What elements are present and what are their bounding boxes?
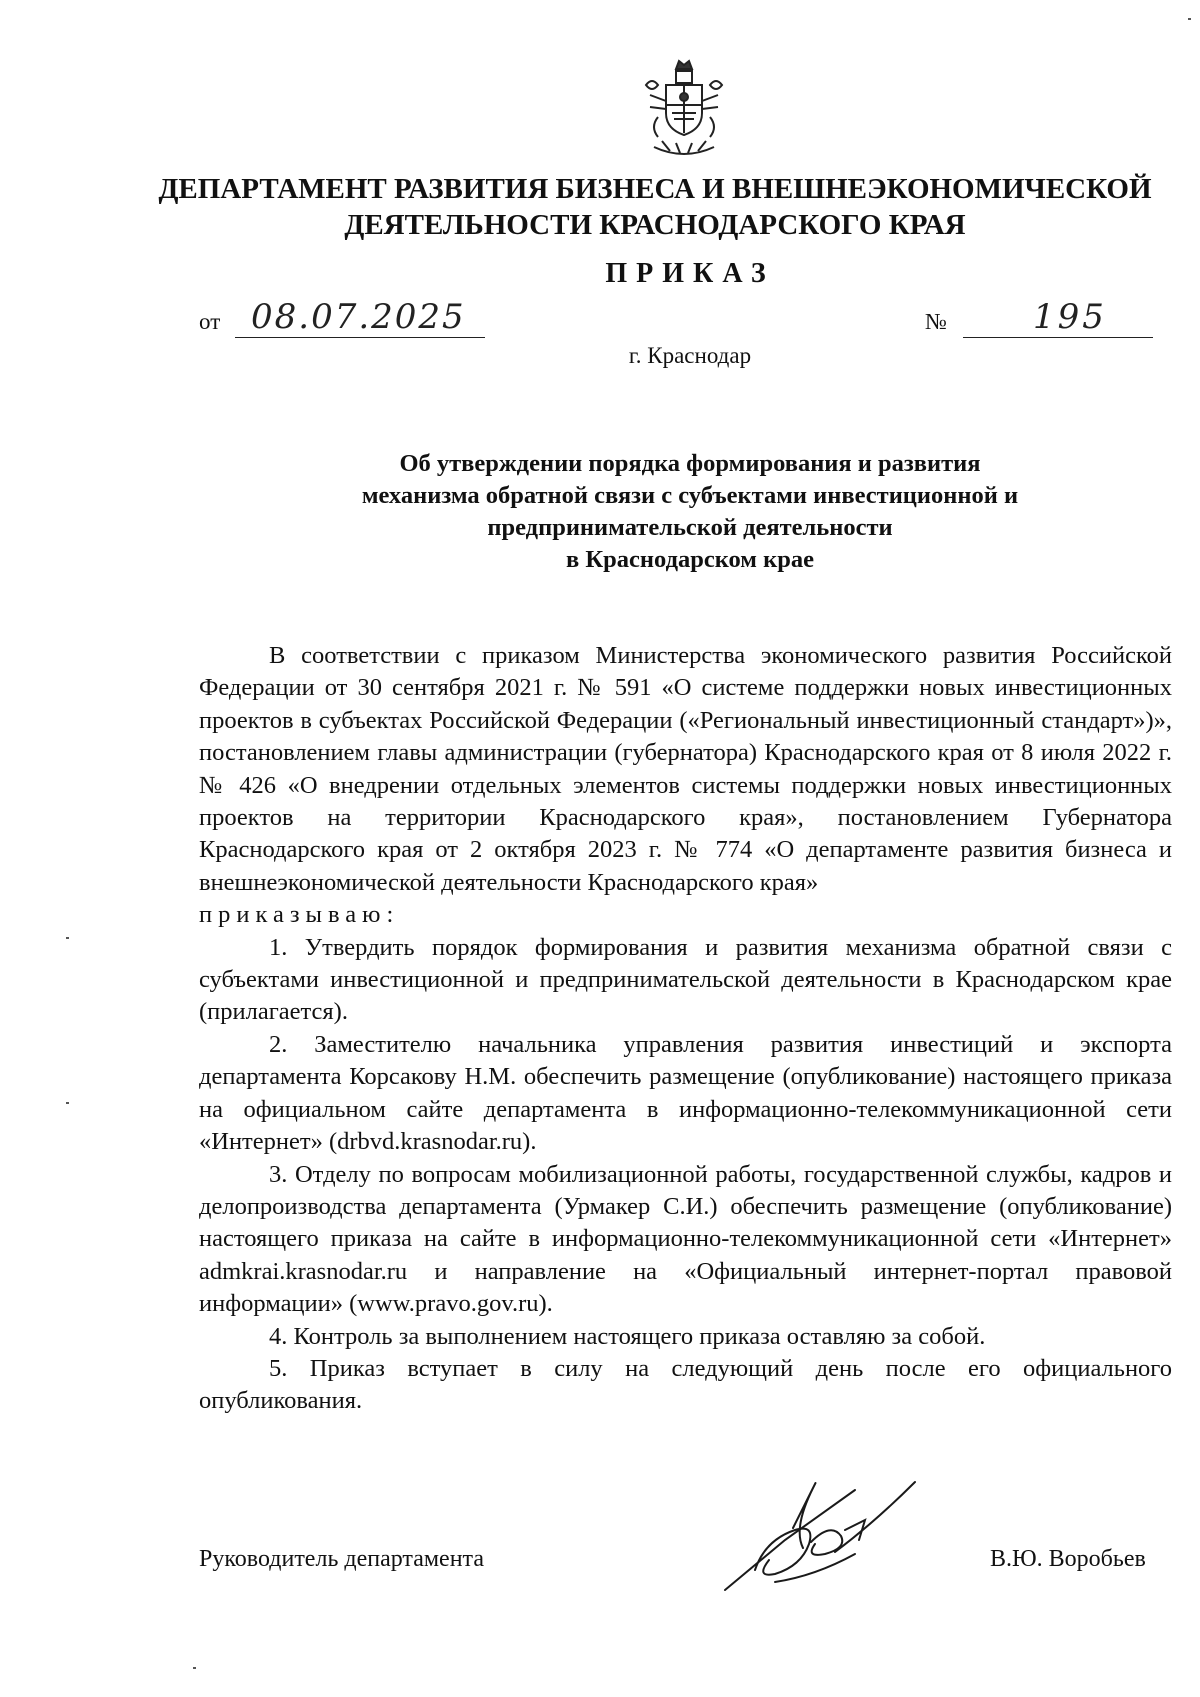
department-name-line1: ДЕПАРТАМЕНТ РАЗВИТИЯ БИЗНЕСА И ВНЕШНЕЭКОНОМИЧЕСКОЙ <box>158 173 1152 205</box>
title-line: предпринимательской деятельности <box>487 514 893 541</box>
intro-paragraph: В соответствии с приказом Министерства экономического развития Российской Федерации от 30 сентября 2021 г. № 591 «О системе поддержки новых инвестиционных проектов в субъектах Российской Федерации («Региональный инвестиционный стандарт»)», постановлением главы администрации (губернатора) Краснодарского края от 8 июля 2022 г. № 426 «О внедрении отдельных элементов системы поддержки новых инвестиционных проектов на территории Краснодарского края», постановлением Губернатора Краснодарского края от 2 октября 2023 г. № 774 «О департаменте развития бизнеса и внешнеэкономической деятельности Краснодарского края» <box>199 642 1172 896</box>
scan-speck <box>66 1102 69 1104</box>
date-value: 08.07.2025 <box>235 297 485 338</box>
department-name-line2: ДЕЯТЕЛЬНОСТИ КРАСНОДАРСКОГО КРАЯ <box>344 209 966 241</box>
date-prefix: от <box>199 309 221 334</box>
order-word: приказываю: <box>199 901 400 929</box>
title-line: Об утверждении порядка формирования и развития <box>399 450 981 477</box>
title-line: в Краснодарском крае <box>566 546 814 573</box>
signatory-name: В.Ю. Воробьев <box>990 1546 1146 1572</box>
document-title <box>240 448 1140 576</box>
city: г. Краснодар <box>628 343 752 368</box>
scan-speck <box>1188 18 1191 20</box>
order-item-5: 5. Приказ вступает в силу на следующий день после его официального опубликования. <box>199 1354 1172 1415</box>
number-prefix: № <box>925 309 947 334</box>
scan-speck <box>193 1667 196 1669</box>
coat-of-arms-icon <box>636 55 732 159</box>
order-item-2: 2. Заместителю начальника управления развития инвестиций и экспорта департамента Корсакову Н.М. обеспечить размещение (опубликование) настоящего приказа на официальном сайте департамента в информационно-телекоммуникационной сети «Интернет» (drbvd.krasnodar.ru). <box>199 1030 1172 1156</box>
handwritten-signature <box>715 1470 935 1600</box>
scan-speck <box>66 937 69 939</box>
order-item-1: 1. Утвердить порядок формирования и развития механизма обратной связи с субъектами инвестиционной и предпринимательской деятельности в Краснодарском крае (прилагается). <box>199 933 1172 1026</box>
order-item-4: 4. Контроль за выполнением настоящего приказа оставляю за собой. <box>269 1322 986 1350</box>
number-value: 195 <box>963 297 1153 338</box>
title-line: механизма обратной связи с субъектами инвестиционной и <box>361 482 1019 509</box>
document-body <box>199 640 1172 1418</box>
order-item-3: 3. Отделу по вопросам мобилизационной работы, государственной службы, кадров и делопроизводства департамента (Урмакер С.И.) обеспечить размещение (опубликование) настоящего приказа на сайте в информационно-телекоммуникационной сети «Интернет» admkrai.krasnodar.ru и направление на «Официальный интернет-портал правовой информации» (www.pravo.gov.ru). <box>199 1160 1172 1318</box>
signatory-position: Руководитель департамента <box>199 1546 484 1572</box>
document-type: ПРИКАЗ <box>605 258 775 289</box>
